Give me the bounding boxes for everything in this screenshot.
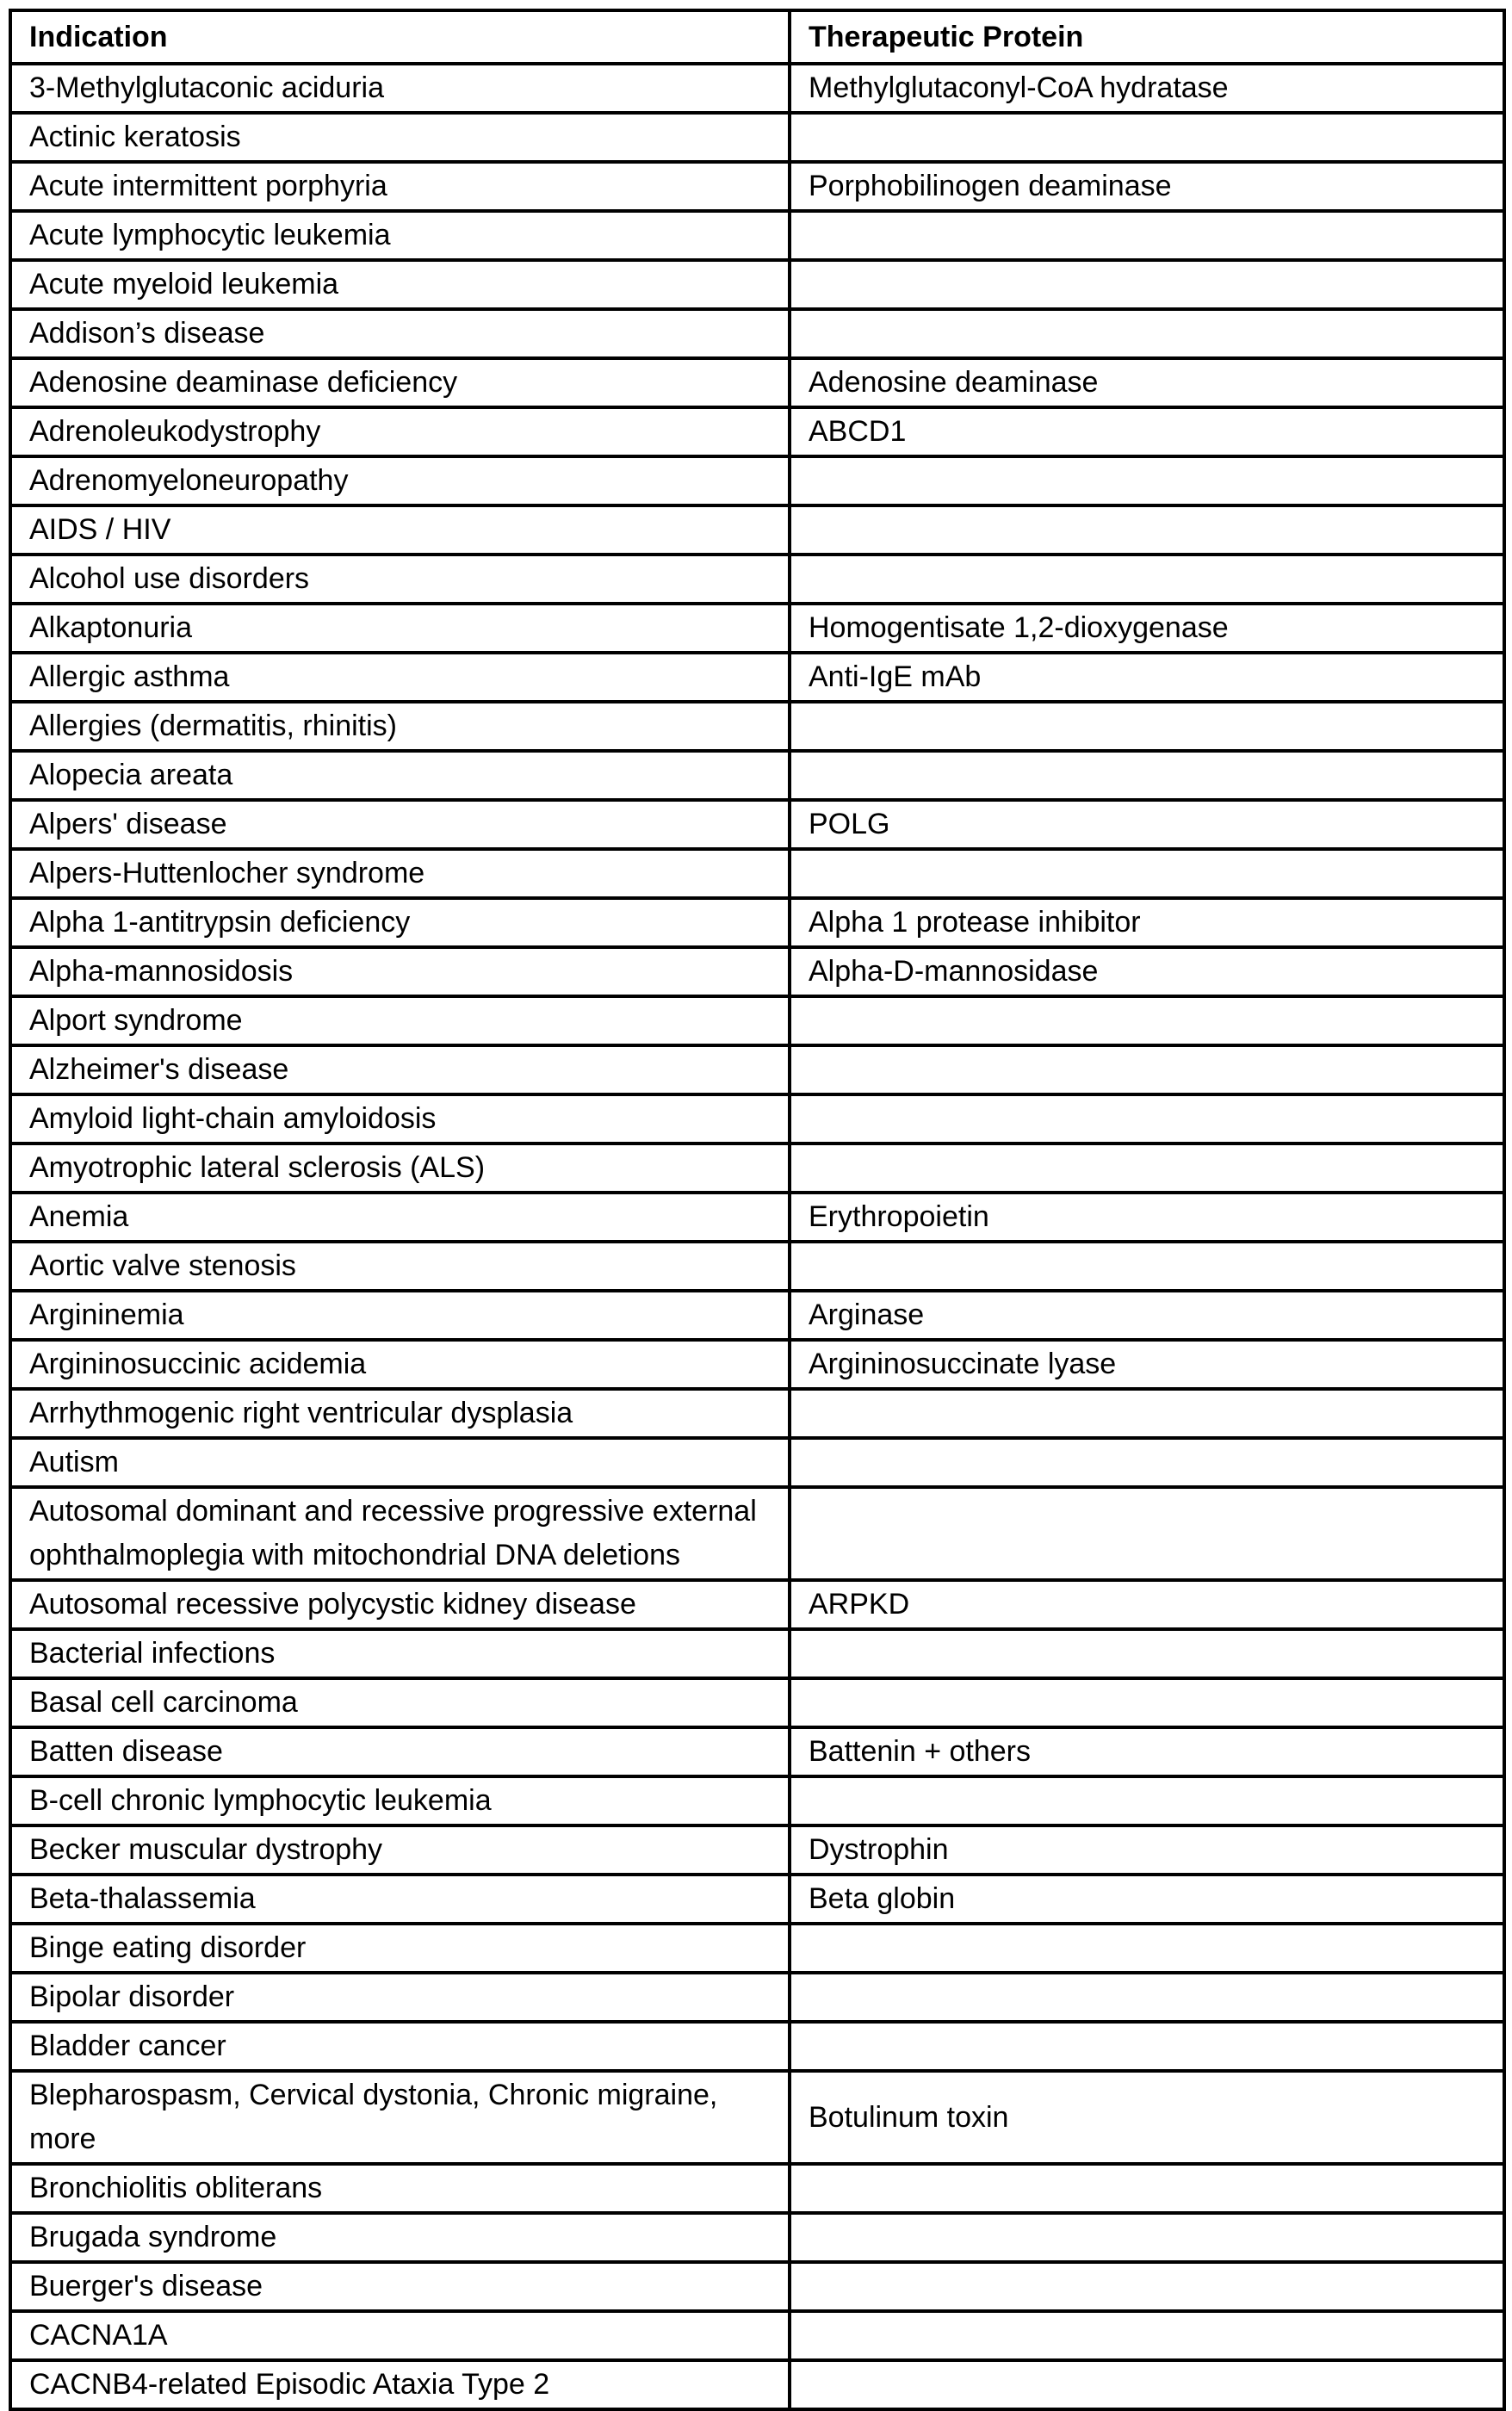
indication-protein-table [9, 9, 1506, 2411]
protein-cell: Dystrophin [790, 1825, 1504, 1875]
protein-cell: Porphobilinogen deaminase [790, 162, 1504, 211]
protein-cell [790, 505, 1504, 555]
table-row [10, 211, 1504, 260]
table-row [10, 64, 1504, 113]
table-row [10, 358, 1504, 407]
protein-cell [790, 309, 1504, 358]
indication-cell: Acute intermittent porphyria [10, 162, 790, 211]
indication-cell: Allergies (dermatitis, rhinitis) [10, 702, 790, 751]
protein-cell [790, 555, 1504, 604]
protein-cell [790, 1924, 1504, 1973]
column-header-indication: Indication [10, 10, 790, 64]
table-row [10, 260, 1504, 309]
table-row [10, 505, 1504, 555]
indication-cell: Argininemia [10, 1291, 790, 1340]
indication-cell: Addison’s disease [10, 309, 790, 358]
table-row [10, 309, 1504, 358]
table-row [10, 2213, 1504, 2262]
indication-cell: Alpers-Huttenlocher syndrome [10, 849, 790, 898]
indication-cell: Allergic asthma [10, 653, 790, 702]
protein-cell [790, 1973, 1504, 2022]
protein-cell: Botulinum toxin [790, 2071, 1504, 2164]
indication-cell: Bipolar disorder [10, 1973, 790, 2022]
indication-cell: Bronchiolitis obliterans [10, 2164, 790, 2213]
table-row [10, 1389, 1504, 1438]
protein-cell [790, 1629, 1504, 1678]
indication-cell: Brugada syndrome [10, 2213, 790, 2262]
protein-cell: Alpha-D-mannosidase [790, 947, 1504, 996]
table-row [10, 2071, 1504, 2164]
protein-cell [790, 260, 1504, 309]
table-row [10, 2360, 1504, 2409]
indication-cell: Amyloid light-chain amyloidosis [10, 1094, 790, 1144]
protein-cell: Battenin + others [790, 1727, 1504, 1776]
indication-cell: Batten disease [10, 1727, 790, 1776]
protein-cell [790, 211, 1504, 260]
protein-cell: Alpha 1 protease inhibitor [790, 898, 1504, 947]
protein-cell [790, 2164, 1504, 2213]
protein-cell [790, 1776, 1504, 1825]
table-row [10, 898, 1504, 947]
protein-cell: Beta globin [790, 1875, 1504, 1924]
protein-cell [790, 1045, 1504, 1094]
table-row [10, 1094, 1504, 1144]
table-row [10, 1924, 1504, 1973]
table-row [10, 1144, 1504, 1193]
protein-cell: Erythropoietin [790, 1193, 1504, 1242]
protein-cell [790, 751, 1504, 800]
table-row [10, 1193, 1504, 1242]
protein-cell [790, 1438, 1504, 1487]
indication-cell: Alport syndrome [10, 996, 790, 1045]
indication-cell: Alpha 1-antitrypsin deficiency [10, 898, 790, 947]
protein-cell [790, 113, 1504, 162]
table-row [10, 2164, 1504, 2213]
table-row [10, 555, 1504, 604]
table-row [10, 1629, 1504, 1678]
indication-cell: Acute myeloid leukemia [10, 260, 790, 309]
protein-cell [790, 2262, 1504, 2311]
table-row [10, 1776, 1504, 1825]
protein-cell [790, 2213, 1504, 2262]
column-header-therapeutic-protein: Therapeutic Protein [790, 10, 1504, 64]
table-row [10, 653, 1504, 702]
indication-cell: Alcohol use disorders [10, 555, 790, 604]
indication-cell: Adrenomyeloneuropathy [10, 456, 790, 505]
indication-cell: Alpha-mannosidosis [10, 947, 790, 996]
protein-cell [790, 1678, 1504, 1727]
indication-cell: B-cell chronic lymphocytic leukemia [10, 1776, 790, 1825]
indication-cell: Beta-thalassemia [10, 1875, 790, 1924]
indication-cell: 3-Methylglutaconic aciduria [10, 64, 790, 113]
table-row [10, 1045, 1504, 1094]
table-row [10, 604, 1504, 653]
protein-cell [790, 2360, 1504, 2409]
table-body [10, 64, 1504, 2409]
protein-cell [790, 1389, 1504, 1438]
protein-cell [790, 996, 1504, 1045]
indication-cell: Blepharospasm, Cervical dystonia, Chronic migraine, more [10, 2071, 790, 2164]
protein-cell: Anti-IgE mAb [790, 653, 1504, 702]
protein-cell [790, 849, 1504, 898]
indication-cell: Autosomal dominant and recessive progressive external ophthalmoplegia with mitochondrial DNA deletions [10, 1487, 790, 1580]
indication-cell: Adrenoleukodystrophy [10, 407, 790, 456]
table-row [10, 456, 1504, 505]
indication-cell: Autosomal recessive polycystic kidney disease [10, 1580, 790, 1629]
table-row [10, 162, 1504, 211]
indication-cell: Arrhythmogenic right ventricular dysplasia [10, 1389, 790, 1438]
indication-cell: Alpers' disease [10, 800, 790, 849]
protein-cell: Homogentisate 1,2-dioxygenase [790, 604, 1504, 653]
table-row [10, 751, 1504, 800]
indication-cell: Basal cell carcinoma [10, 1678, 790, 1727]
protein-cell: Adenosine deaminase [790, 358, 1504, 407]
table-row [10, 947, 1504, 996]
table-row [10, 800, 1504, 849]
table-row [10, 1487, 1504, 1580]
header-row [10, 10, 1504, 64]
table-row [10, 996, 1504, 1045]
indication-cell: Adenosine deaminase deficiency [10, 358, 790, 407]
protein-cell [790, 1144, 1504, 1193]
table-row [10, 2311, 1504, 2360]
indication-cell: Alzheimer's disease [10, 1045, 790, 1094]
indication-cell: Becker muscular dystrophy [10, 1825, 790, 1875]
indication-cell: Bacterial infections [10, 1629, 790, 1678]
protein-cell [790, 1487, 1504, 1580]
indication-cell: Aortic valve stenosis [10, 1242, 790, 1291]
table-row [10, 2022, 1504, 2071]
table-header [10, 10, 1504, 64]
indication-cell: Bladder cancer [10, 2022, 790, 2071]
table-row [10, 113, 1504, 162]
table-row [10, 407, 1504, 456]
indication-cell: AIDS / HIV [10, 505, 790, 555]
indication-cell: CACNB4-related Episodic Ataxia Type 2 [10, 2360, 790, 2409]
protein-cell [790, 2311, 1504, 2360]
protein-cell: ARPKD [790, 1580, 1504, 1629]
indication-cell: Argininosuccinic acidemia [10, 1340, 790, 1389]
table-row [10, 1242, 1504, 1291]
indication-cell: Alkaptonuria [10, 604, 790, 653]
indication-cell: Binge eating disorder [10, 1924, 790, 1973]
indication-cell: Autism [10, 1438, 790, 1487]
protein-cell: ABCD1 [790, 407, 1504, 456]
protein-cell [790, 2022, 1504, 2071]
table-row [10, 1973, 1504, 2022]
indication-cell: Buerger's disease [10, 2262, 790, 2311]
table-row [10, 1875, 1504, 1924]
table-row [10, 1340, 1504, 1389]
protein-cell: Methylglutaconyl-CoA hydratase [790, 64, 1504, 113]
indication-cell: Alopecia areata [10, 751, 790, 800]
table-row [10, 1678, 1504, 1727]
table-row [10, 1438, 1504, 1487]
table-row [10, 1291, 1504, 1340]
indication-cell: Anemia [10, 1193, 790, 1242]
protein-cell [790, 1242, 1504, 1291]
indication-cell: Amyotrophic lateral sclerosis (ALS) [10, 1144, 790, 1193]
protein-cell [790, 1094, 1504, 1144]
table-row [10, 1727, 1504, 1776]
table-row [10, 1825, 1504, 1875]
table-row [10, 702, 1504, 751]
protein-cell: POLG [790, 800, 1504, 849]
protein-cell [790, 702, 1504, 751]
protein-cell [790, 456, 1504, 505]
protein-cell: Arginase [790, 1291, 1504, 1340]
indication-cell: Acute lymphocytic leukemia [10, 211, 790, 260]
table-row [10, 849, 1504, 898]
indication-cell: CACNA1A [10, 2311, 790, 2360]
indication-cell: Actinic keratosis [10, 113, 790, 162]
protein-cell: Argininosuccinate lyase [790, 1340, 1504, 1389]
table-row [10, 2262, 1504, 2311]
table-row [10, 1580, 1504, 1629]
